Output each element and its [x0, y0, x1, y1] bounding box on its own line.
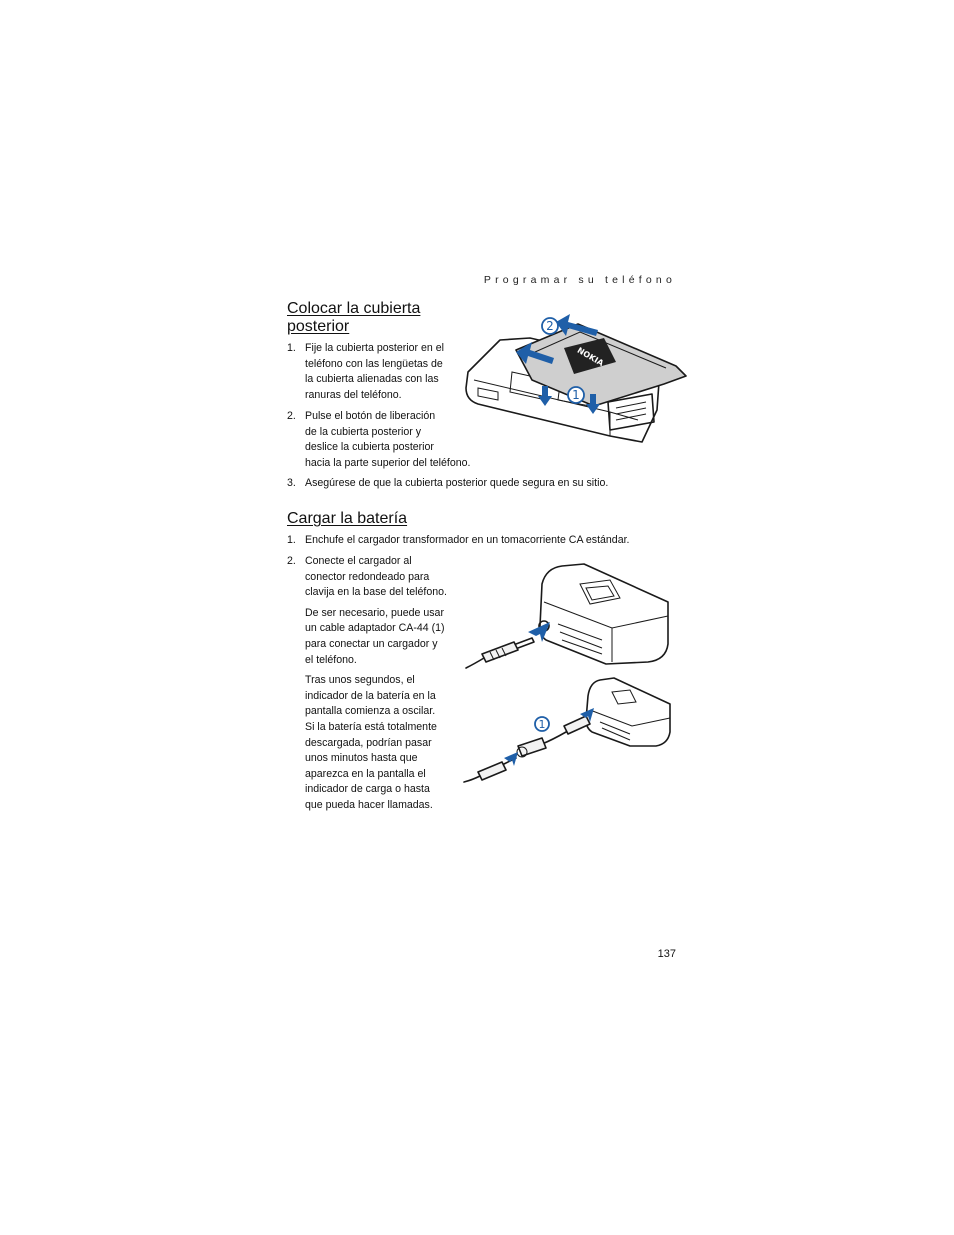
- callout-number: 2: [546, 319, 554, 333]
- charger-cable: [466, 658, 484, 668]
- paragraph: [305, 554, 465, 601]
- step-text-line: que pueda hacer llamadas.: [305, 798, 433, 811]
- step-text-line: para conectar un cargador y: [305, 637, 438, 650]
- callout-1: [568, 387, 584, 403]
- charger-cable: [464, 776, 480, 782]
- step-text-line: clavija en la base del teléfono.: [305, 586, 447, 599]
- charger-plug: [478, 762, 506, 780]
- phone-base-edge: [590, 710, 670, 726]
- plug-tip: [516, 638, 534, 648]
- step-text-line: unos minutos hasta que: [305, 752, 418, 765]
- step-text-line: Conecte el cargador al: [305, 555, 412, 567]
- section-title-charge: Cargar la batería: [287, 510, 408, 527]
- step-text-line: De ser necesario, puede usar: [305, 606, 444, 619]
- step-number: 1.: [287, 342, 296, 354]
- step-text-line: Enchufe el cargador transformador en un tomacorriente CA estándar.: [305, 534, 630, 546]
- step-text-line: un cable adaptador CA-44 (1): [305, 622, 445, 635]
- charger-plug: [482, 642, 518, 662]
- keypad-frame: [586, 586, 614, 600]
- callout-2: [542, 318, 558, 334]
- step-text-line: deslice la cubierta posterior: [305, 441, 434, 454]
- step-text-line: conector redondeado para: [305, 570, 430, 583]
- callout-number: 1: [572, 388, 580, 402]
- adapter-cable: [542, 732, 566, 744]
- down-arrow-icon: [538, 386, 552, 406]
- step-text-line: indicador de la batería en la: [305, 689, 436, 702]
- step-text-line: Fije la cubierta posterior en el: [305, 342, 444, 354]
- step-text-line: el teléfono.: [305, 653, 357, 666]
- connector-pins: [616, 402, 646, 420]
- section-title-cover-1: Colocar la cubierta: [287, 300, 421, 317]
- page-number: 137: [657, 948, 676, 960]
- step-number: 2.: [287, 555, 296, 567]
- charger-plug-illustration: [462, 562, 674, 672]
- step-number: 1.: [287, 534, 296, 546]
- paragraph: [305, 606, 465, 668]
- step-text-line: teléfono con las lengüetas de: [305, 357, 443, 370]
- phone-bottom-detail: [478, 388, 498, 400]
- phone-base-outline: [586, 678, 670, 746]
- step-text-line: ranuras del teléfono.: [305, 388, 402, 401]
- nokia-logo-text: NOKIA: [575, 345, 606, 368]
- step-text-line: Si la batería está totalmente: [305, 720, 437, 733]
- back-cover-illustration: [460, 310, 690, 460]
- phone-base-edge: [544, 602, 668, 628]
- step-text-line: indicador de carga o hasta: [305, 783, 430, 796]
- phone-base-outline: [540, 564, 668, 664]
- insert-arrow-icon: [504, 752, 518, 766]
- adapter-connector: [564, 716, 590, 734]
- running-header: Programar su teléfono: [483, 274, 676, 286]
- keypad-frame: [580, 580, 620, 604]
- callout-1: [535, 717, 549, 731]
- step-text-line: descargada, podrían pasar: [305, 736, 432, 749]
- adapter-cable-illustration: [462, 676, 674, 786]
- step-text-line: hacia la parte superior del teléfono.: [305, 456, 471, 469]
- step-text-line: Tras unos segundos, el: [305, 674, 415, 687]
- paragraph: [305, 673, 465, 813]
- step-text-line: aparezca en la pantalla el: [305, 767, 426, 780]
- step-text-line: Pulse el botón de liberación: [305, 410, 436, 422]
- step-text-line: la cubierta alienadas con las: [305, 373, 439, 386]
- connector-slots: [558, 624, 602, 654]
- step-text-line: Asegúrese de que la cubierta posterior quede segura en su sitio.: [305, 477, 609, 489]
- keypad-frame: [612, 690, 636, 704]
- step-text-line: de la cubierta posterior y: [305, 425, 422, 438]
- step-number: 2.: [287, 410, 296, 422]
- callout-number: 1: [538, 718, 546, 731]
- step-text-line: pantalla comienza a oscilar.: [305, 705, 436, 718]
- step-number: 3.: [287, 477, 296, 489]
- section-title-cover-2: posterior: [287, 318, 350, 335]
